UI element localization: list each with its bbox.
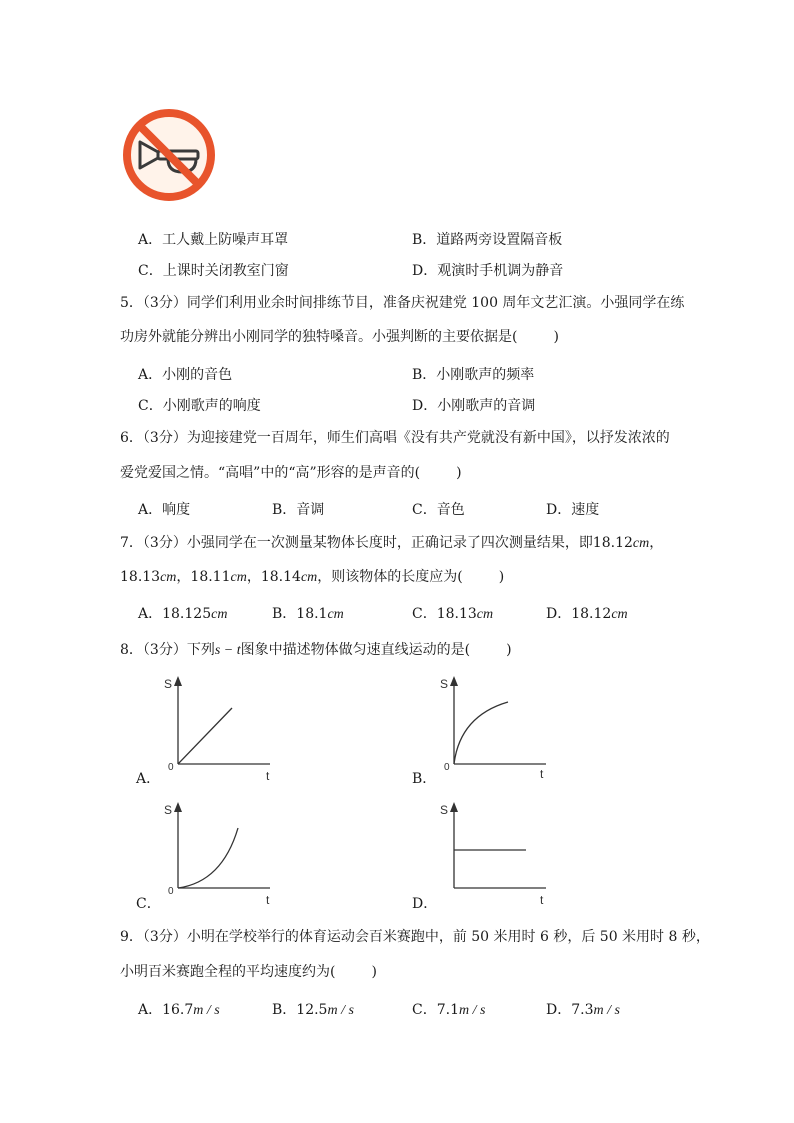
q5-stem-line1: 5．（3分）同学们利用业余时间排练节目，准备庆祝建党 100 周年文艺汇演。小强同学在练 (120, 295, 685, 311)
q4-option-b: B．道路两旁设置隔音板 (412, 232, 563, 248)
q9-option-a: A．16.7m / s (138, 1002, 220, 1018)
q9-option-c: C．7.1m / s (412, 1002, 486, 1018)
q8-graph-d (434, 798, 564, 912)
q4-option-c: C．上课时关闭教室门窗 (138, 263, 289, 279)
x-axis-label: t (540, 893, 544, 907)
q8-stem: 8．（3分）下列s − t图象中描述物体做匀速直线运动的是( ) (120, 642, 512, 658)
q6-stem-line2: 爱党爱国之情。“高唱”中的“高”形容的是声音的( ) (120, 465, 462, 481)
q7-stem-line2: 18.13cm，18.11cm，18.14cm，则该物体的长度应为( ) (120, 569, 505, 585)
no-horn-sign-icon (122, 108, 216, 206)
q5-option-a: A．小刚的音色 (138, 367, 233, 383)
origin-label: 0 (168, 886, 174, 897)
q8-graph-b (434, 672, 564, 786)
q8-graph-a-label: A． (136, 771, 161, 787)
q9-option-d: D．7.3m / s (546, 1002, 620, 1018)
q5-option-d: D．小刚歌声的音调 (412, 398, 536, 414)
q9-option-b: B．12.5m / s (272, 1002, 354, 1018)
q8-graph-a (158, 672, 288, 786)
q6-option-d: D．速度 (546, 502, 600, 518)
q7-option-d: D．18.12cm (546, 606, 628, 622)
q6-option-c: C．音色 (412, 502, 465, 518)
x-axis-label: t (540, 767, 544, 781)
q8-graph-c (158, 798, 288, 912)
q7-option-a: A．18.125cm (138, 606, 228, 622)
q7-option-b: B．18.1cm (272, 606, 344, 622)
q4-option-a: A．工人戴上防噪声耳罩 (138, 232, 289, 248)
q9-stem-line2: 小明百米赛跑全程的平均速度约为( ) (120, 964, 377, 980)
q5-stem-line2: 功房外就能分辨出小刚同学的独特嗓音。小强判断的主要依据是( ) (120, 329, 559, 345)
q6-stem-line1: 6．（3分）为迎接建党一百周年，师生们高唱《没有共产党就没有新中国》，以抒发浓浓的 (120, 430, 670, 446)
x-axis-label: t (266, 893, 270, 907)
y-axis-label: S (440, 803, 449, 817)
q8-graph-b-label: B． (412, 771, 437, 787)
q4-option-d: D．观演时手机调为静音 (412, 263, 564, 279)
q7-stem-line1: 7．（3分）小强同学在一次测量某物体长度时，正确记录了四次测量结果，即18.12cm， (120, 535, 664, 551)
q7-option-c: C．18.13cm (412, 606, 494, 622)
y-axis-label: S (164, 803, 173, 817)
origin-label: 0 (168, 762, 174, 773)
origin-label: 0 (444, 762, 450, 773)
y-axis-label: S (440, 677, 449, 691)
q5-option-c: C．小刚歌声的响度 (138, 398, 261, 414)
q5-option-b: B．小刚歌声的频率 (412, 367, 535, 383)
x-axis-label: t (266, 769, 270, 782)
q6-option-b: B．音调 (272, 502, 325, 518)
q8-graph-d-label: D． (412, 896, 438, 912)
q6-option-a: A．响度 (138, 502, 191, 518)
y-axis-label: S (164, 677, 173, 691)
q9-stem-line1: 9．（3分）小明在学校举行的体育运动会百米赛跑中，前 50 米用时 6 秒，后 50 米用时 8 秒， (120, 929, 710, 945)
q8-graph-c-label: C． (136, 896, 161, 912)
